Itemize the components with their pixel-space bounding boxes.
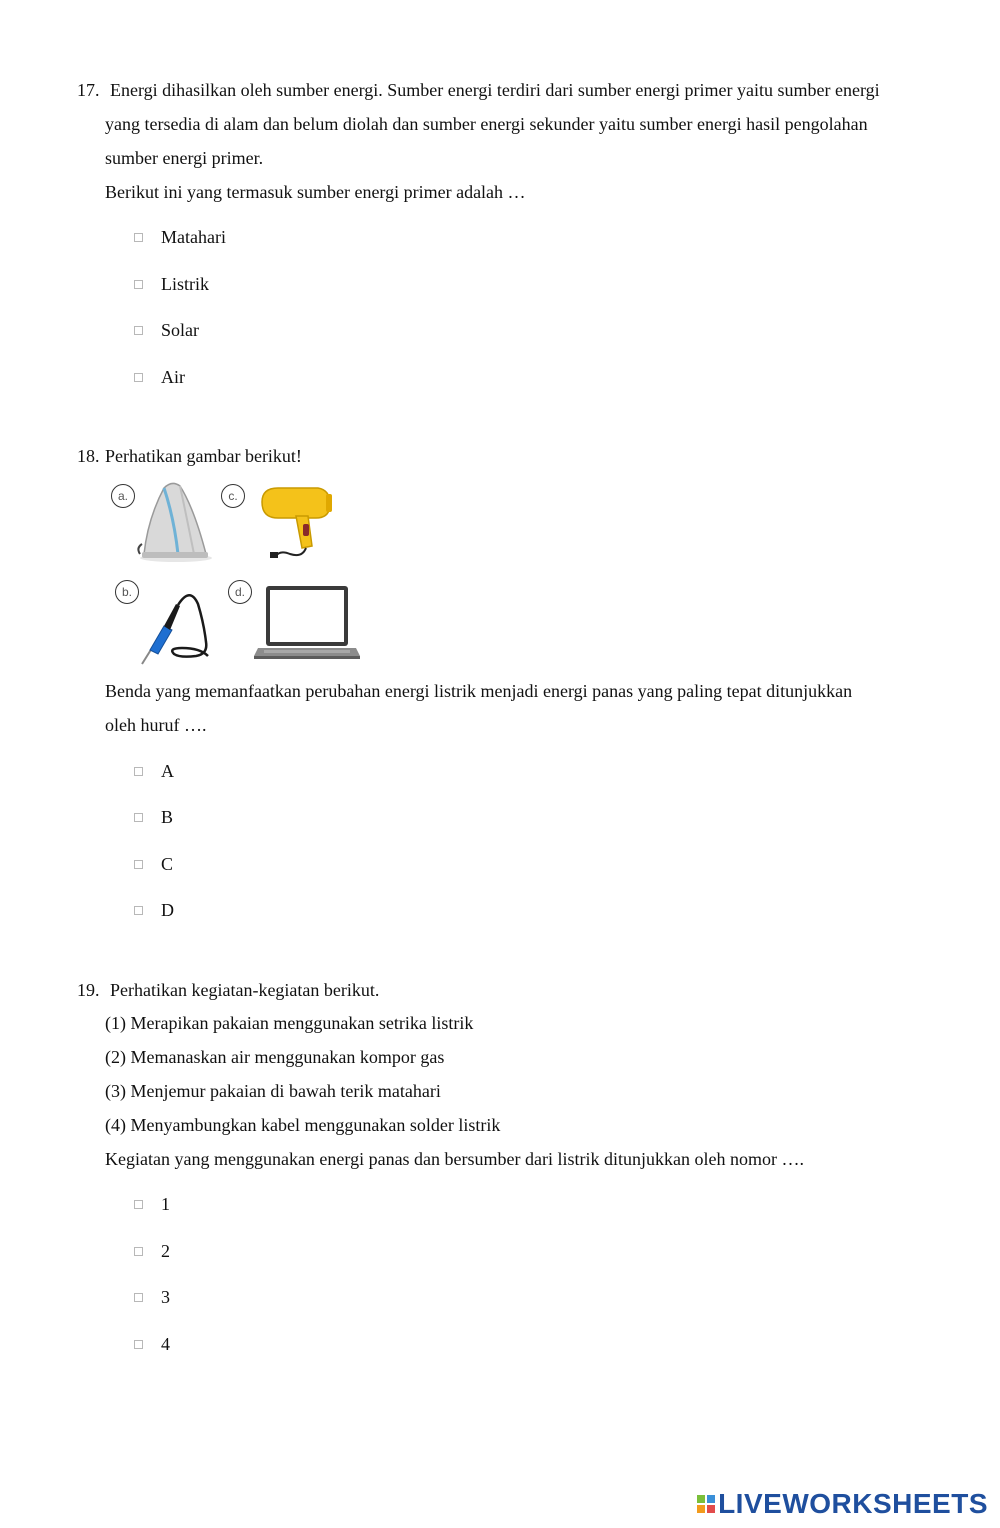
q17-text-line-1: Energi dihasilkan oleh sumber energi. Sumber energi terdiri dari sumber energi primer yaitu sumber energi	[110, 80, 880, 100]
q17-number: 17.	[77, 80, 100, 100]
q18-question-line-2: oleh huruf ….	[105, 715, 207, 735]
q19-number: 19.	[77, 980, 100, 1000]
checkbox[interactable]	[134, 326, 143, 335]
option-label: 2	[161, 1240, 170, 1261]
figure-label-b: b.	[115, 580, 139, 604]
q17-text-line-2: yang tersedia di alam dan belum diolah dan sumber energi sekunder yaitu sumber energi hasil pengolahan	[105, 114, 868, 134]
option-label: B	[161, 806, 174, 827]
checkbox[interactable]	[134, 233, 143, 242]
checkbox[interactable]	[134, 813, 143, 822]
liveworksheets-logo[interactable]	[697, 1490, 988, 1518]
q19-option-1[interactable]	[134, 1193, 170, 1215]
q19-question: Kegiatan yang menggunakan energi panas dan bersumber dari listrik ditunjukkan oleh nomor ….	[105, 1149, 804, 1169]
q17-option-4[interactable]	[134, 366, 185, 388]
logo-mark-icon	[697, 1495, 715, 1513]
q18-option-d[interactable]	[134, 899, 174, 921]
logo-mark-square	[697, 1505, 705, 1513]
logo-text: LIVEWORKSHEETS	[718, 1488, 988, 1519]
checkbox[interactable]	[134, 280, 143, 289]
checkbox[interactable]	[134, 767, 143, 776]
option-label: D	[161, 899, 174, 920]
q18-option-b[interactable]	[134, 806, 173, 828]
figure-label-c: c.	[221, 484, 245, 508]
q17-option-1[interactable]	[134, 226, 226, 248]
q19-option-2[interactable]	[134, 1240, 170, 1262]
checkbox[interactable]	[134, 860, 143, 869]
q17-question: Berikut ini yang termasuk sumber energi primer adalah …	[105, 182, 526, 202]
q19-item-2: (2) Memanaskan air menggunakan kompor gas	[105, 1047, 445, 1067]
checkbox[interactable]	[134, 906, 143, 915]
q19-item-1: (1) Merapikan pakaian menggunakan setrika listrik	[105, 1013, 474, 1033]
option-label: Matahari	[161, 226, 226, 247]
checkbox[interactable]	[134, 1200, 143, 1209]
option-label: Solar	[161, 319, 199, 340]
figure-label-d: d.	[228, 580, 252, 604]
q18-question-line-1: Benda yang memanfaatkan perubahan energi listrik menjadi energi panas yang paling tepat ditunjukkan	[105, 681, 853, 701]
checkbox[interactable]	[134, 1247, 143, 1256]
option-label: A	[161, 760, 174, 781]
checkbox[interactable]	[134, 1340, 143, 1349]
soldering-iron-icon	[134, 584, 224, 668]
option-label: 4	[161, 1333, 170, 1354]
q19-intro: Perhatikan kegiatan-kegiatan berikut.	[110, 980, 380, 1000]
option-label: C	[161, 853, 174, 874]
figure-label-a: a.	[111, 484, 135, 508]
q18-intro: Perhatikan gambar berikut!	[105, 446, 302, 466]
q18-option-c[interactable]	[134, 853, 173, 875]
q19-option-4[interactable]	[134, 1333, 170, 1355]
logo-mark-square	[707, 1505, 715, 1513]
checkbox[interactable]	[134, 373, 143, 382]
laptop-icon	[254, 582, 362, 668]
logo-mark-square	[707, 1495, 715, 1503]
option-label: 3	[161, 1286, 170, 1307]
option-label: Air	[161, 366, 185, 387]
option-label: Listrik	[161, 273, 209, 294]
hair-dryer-icon	[256, 482, 336, 562]
logo-mark-square	[697, 1495, 705, 1503]
q19-item-4: (4) Menyambungkan kabel menggunakan solder listrik	[105, 1115, 501, 1135]
appliances-figure	[104, 476, 362, 672]
q19-item-3: (3) Menjemur pakaian di bawah terik matahari	[105, 1081, 441, 1101]
q17-option-2[interactable]	[134, 273, 209, 295]
q17-text-line-3: sumber energi primer.	[105, 148, 264, 168]
q18-number: 18.	[77, 446, 100, 466]
checkbox[interactable]	[134, 1293, 143, 1302]
option-label: 1	[161, 1193, 170, 1214]
q18-option-a[interactable]	[134, 760, 174, 782]
q17-option-3[interactable]	[134, 319, 199, 341]
iron-icon	[134, 478, 214, 564]
q19-option-3[interactable]	[134, 1286, 170, 1308]
